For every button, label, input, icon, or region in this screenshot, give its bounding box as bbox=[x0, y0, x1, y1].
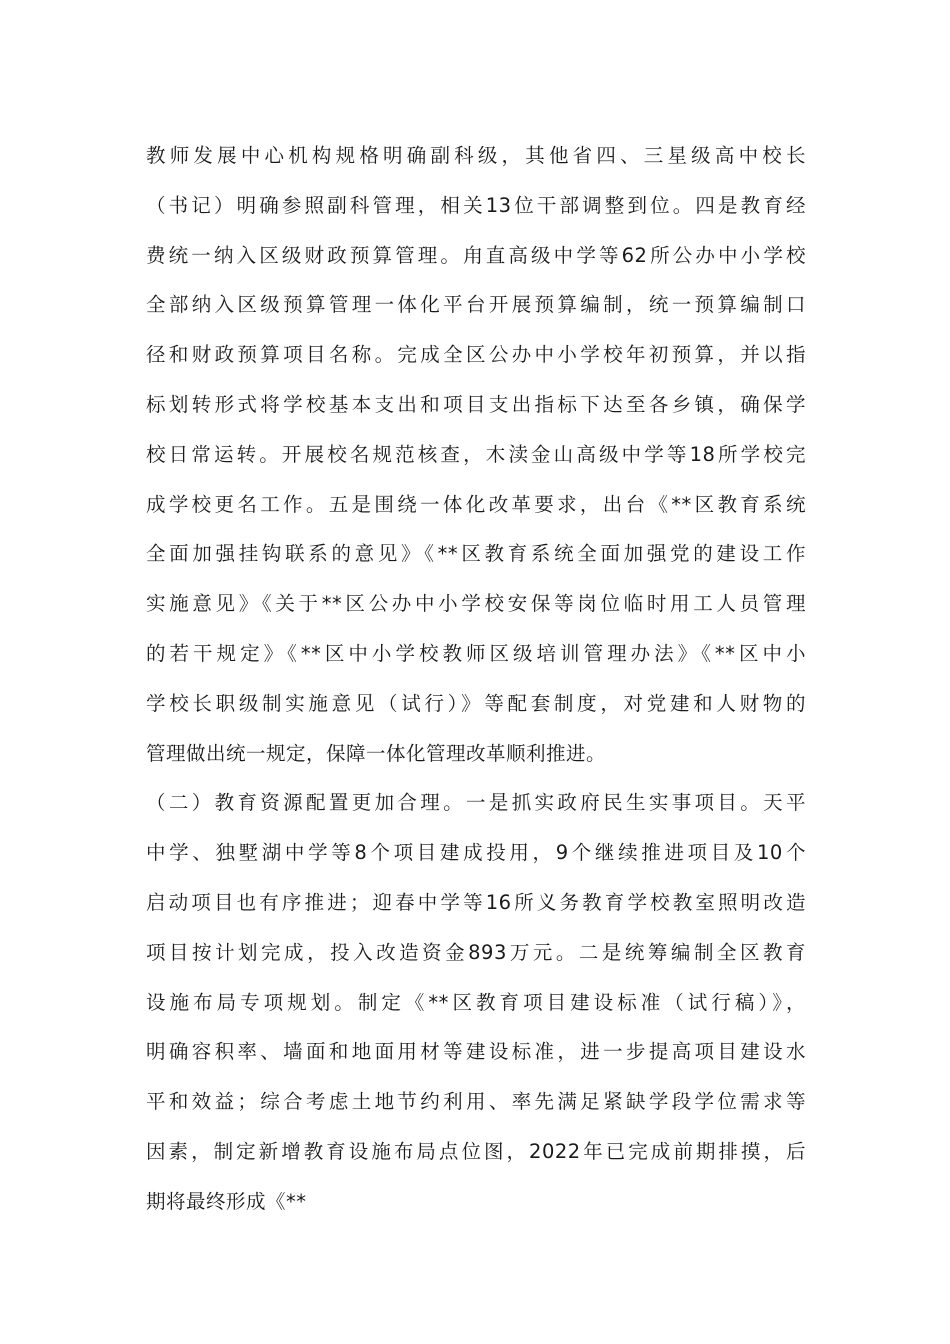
text-line: 全部纳入区级预算管理一体化平台开展预算编制，统一预算编制口 bbox=[146, 293, 806, 317]
text-line: 成学校更名工作。五是围绕一体化改革要求，出台《**区教育系统 bbox=[146, 492, 806, 516]
text-line: 明确容积率、墙面和地面用材等建设标准，进一步提高项目建设水 bbox=[146, 1040, 806, 1064]
text-line: 学校长职级制实施意见（试行）》等配套制度，对党建和人财物的 bbox=[146, 691, 806, 715]
text-line: 实施意见》《关于**区公办中小学校安保等岗位临时用工人员管理 bbox=[146, 592, 806, 616]
text-line: 的若干规定》《**区中小学校教师区级培训管理办法》《**区中小 bbox=[146, 641, 806, 665]
text-line: 管理做出统一规定，保障一体化管理改革顺利推进。 bbox=[146, 741, 607, 765]
text-line: 全面加强挂钩联系的意见》《**区教育系统全面加强党的建设工作 bbox=[146, 542, 806, 566]
text-line: 项目按计划完成，投入改造资金893万元。二是统筹编制全区教育 bbox=[146, 940, 806, 964]
text-line: 平和效益；综合考虑土地节约利用、率先满足紧缺学段学位需求等 bbox=[146, 1090, 806, 1114]
text-line: 因素，制定新增教育设施布局点位图，2022年已完成前期排摸，后 bbox=[146, 1139, 806, 1163]
text-line: 教师发展中心机构规格明确副科级，其他省四、三星级高中校长 bbox=[146, 144, 806, 167]
text-line: 标划转形式将学校基本支出和项目支出指标下达至各乡镇，确保学 bbox=[146, 392, 806, 416]
text-line: 校日常运转。开展校名规范核查，木渎金山高级中学等18所学校完 bbox=[146, 442, 806, 466]
text-line: 设施布局专项规划。制定《**区教育项目建设标准（试行稿）》， bbox=[146, 990, 806, 1014]
text-line: 期将最终形成《** bbox=[146, 1189, 307, 1213]
text-line: 径和财政预算项目名称。完成全区公办中小学校年初预算，并以指 bbox=[146, 343, 806, 367]
section-heading-line: （二）教育资源配置更加合理。一是抓实政府民生实事项目。天平 bbox=[146, 791, 806, 815]
body-text bbox=[146, 131, 806, 1227]
text-line: （书记）明确参照副科管理，相关13位干部调整到位。四是教育经 bbox=[146, 193, 806, 217]
text-line: 启动项目也有序推进；迎春中学等16所义务教育学校教室照明改造 bbox=[146, 890, 806, 914]
text-line: 中学、独墅湖中学等8个项目建成投用，9个继续推进项目及10个 bbox=[146, 841, 806, 865]
text-line: 费统一纳入区级财政预算管理。甪直高级中学等62所公办中小学校 bbox=[146, 243, 806, 267]
